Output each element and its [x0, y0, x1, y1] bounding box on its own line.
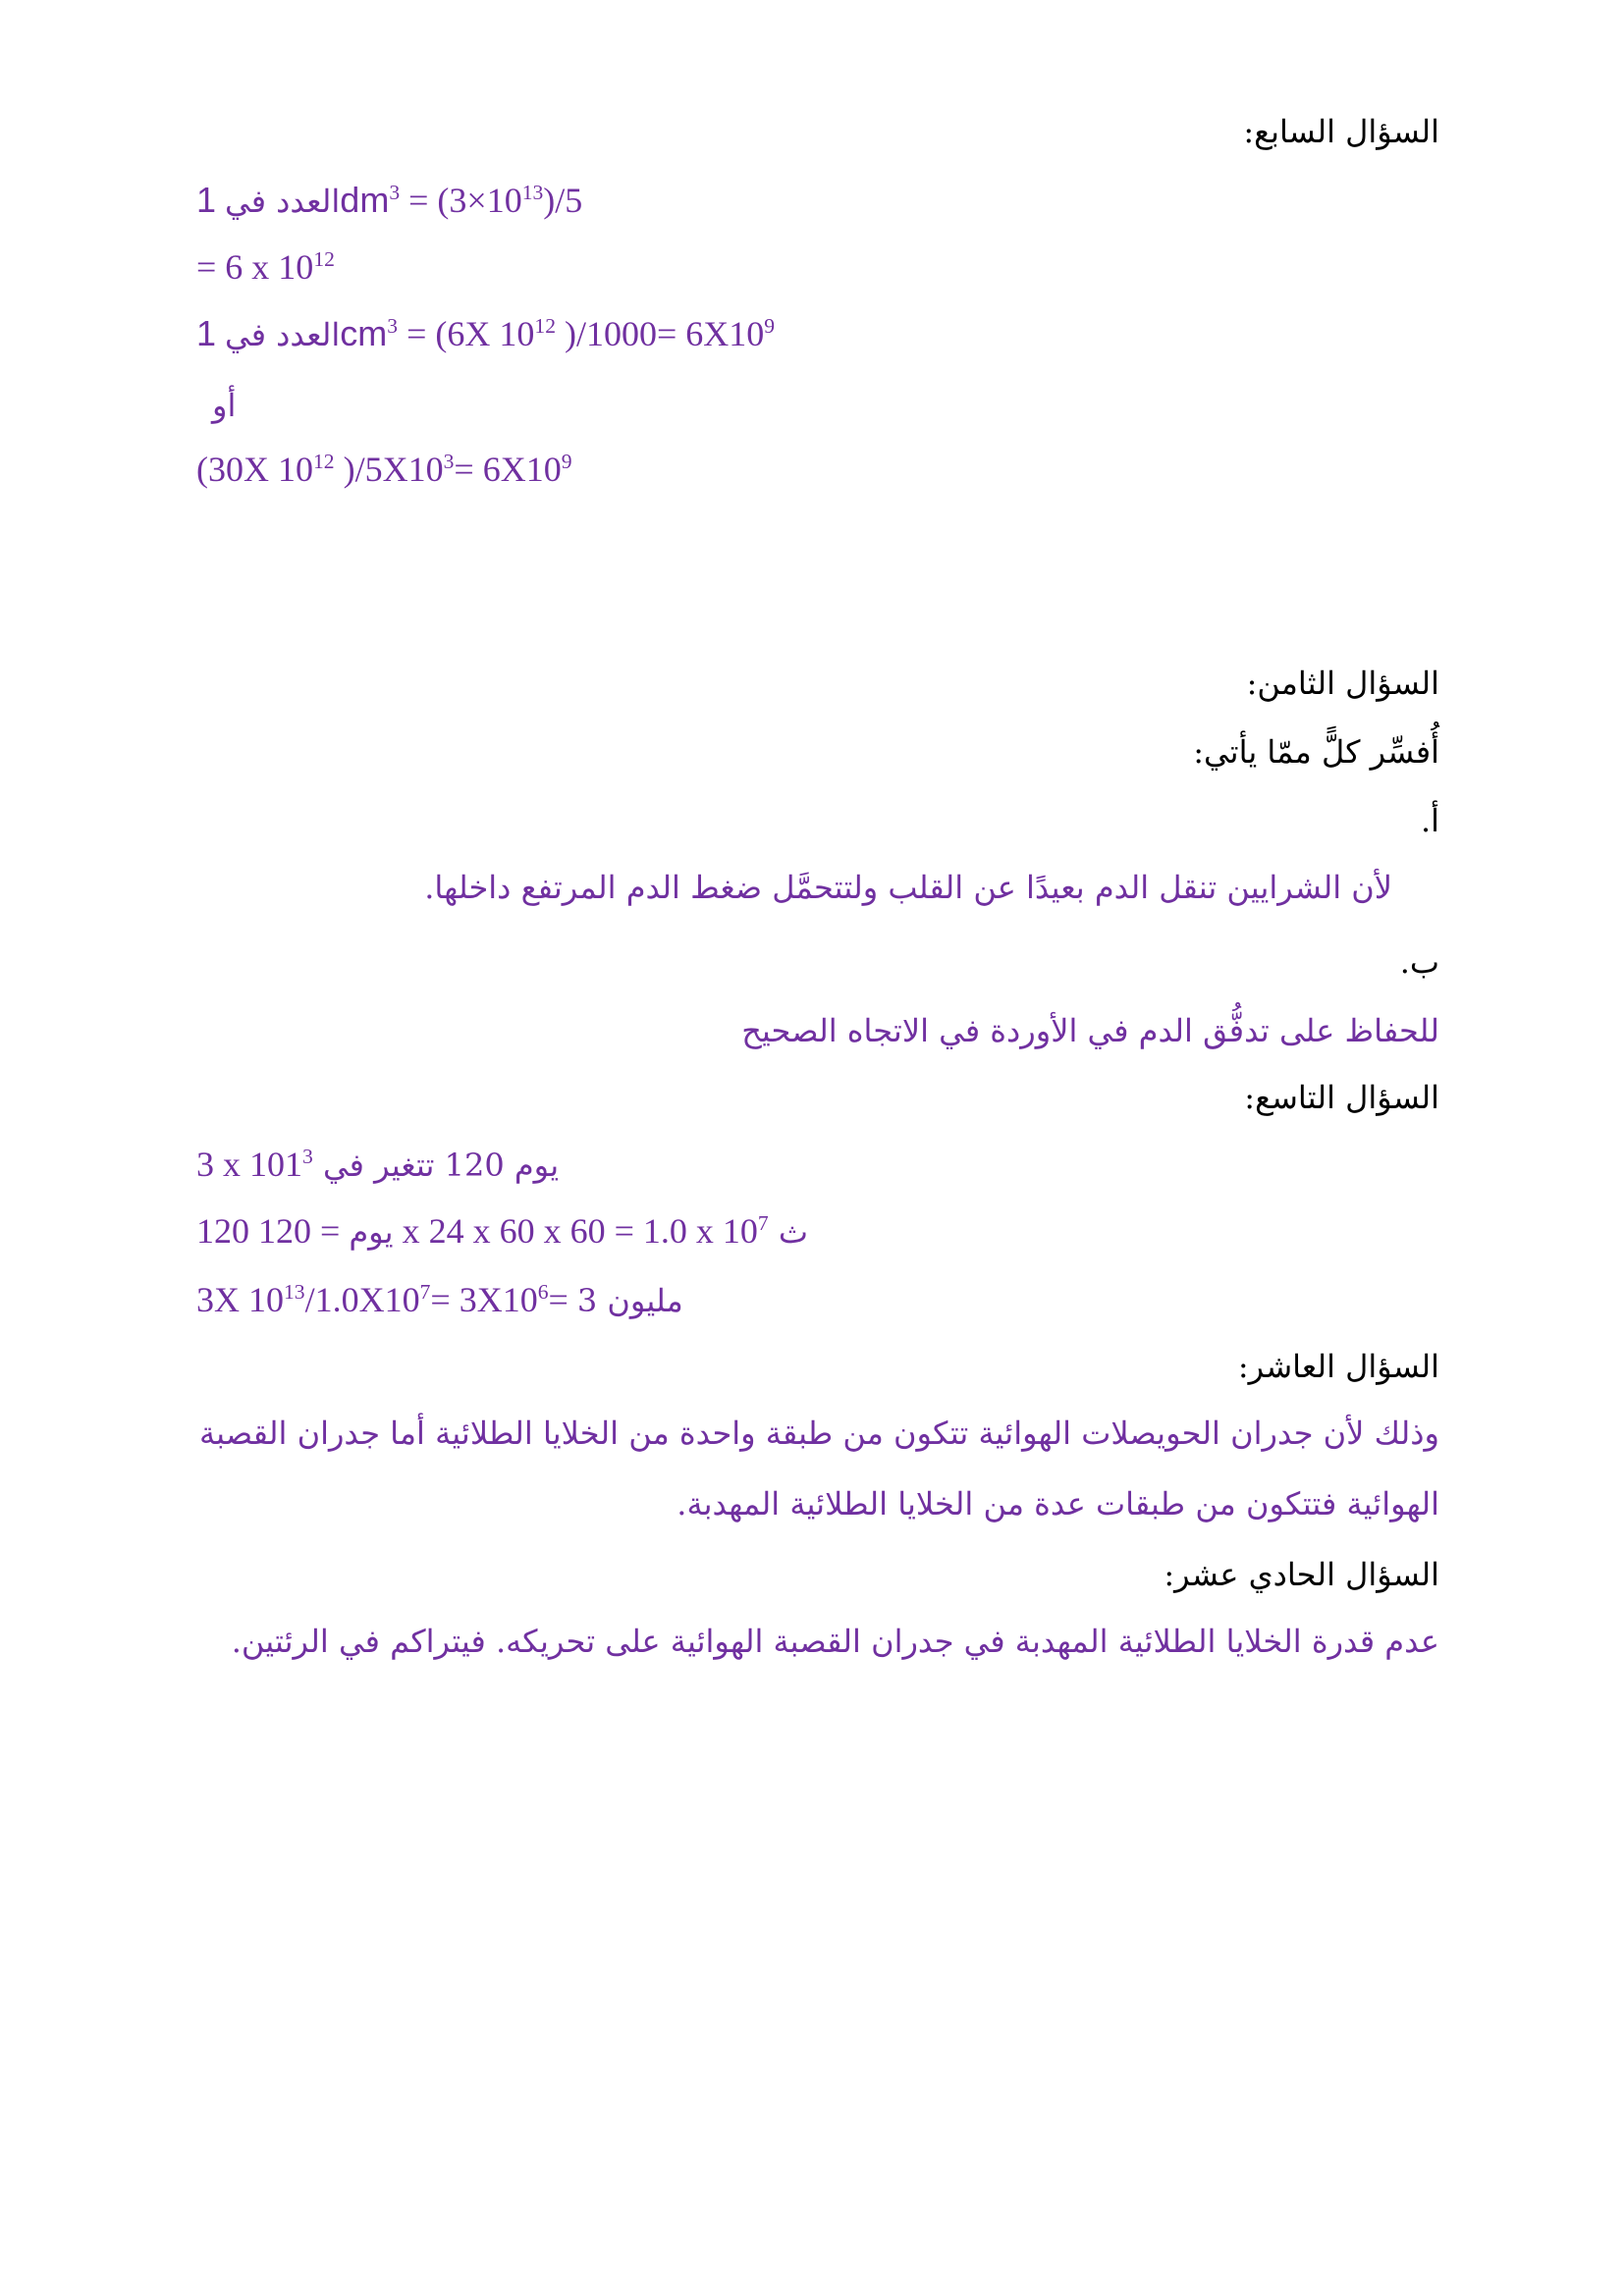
q9-line3-exp3: 6	[537, 1280, 549, 1304]
q7-line3-arabic: العدد في	[225, 316, 341, 353]
q9-line1-exp: 3	[302, 1145, 313, 1168]
q9-line1-start: 3 x 101	[196, 1145, 302, 1184]
q11-heading: السؤال الحادي عشر:	[1164, 1556, 1439, 1593]
q9-line3-end: =	[548, 1280, 577, 1319]
q9-line3-exp: 13	[284, 1280, 305, 1304]
q7-line2-start: = 6 x 10	[196, 247, 314, 287]
q9-line1-arabic: يوم 120 تتغير في	[312, 1147, 560, 1184]
q8-instruction: أُفسِّر كلًّ ممّا يأتي:	[1193, 733, 1439, 771]
q7-line3-unit: 1cm	[196, 313, 388, 353]
q9-line3-mid2: = 3X10	[430, 1280, 538, 1319]
q7-line-5	[196, 450, 572, 489]
q9-line2-seconds: ث	[768, 1213, 808, 1251]
q9-line3-million: 3 مليون	[576, 1282, 683, 1319]
q9-line2-start: 120	[196, 1211, 258, 1251]
q9-line3-start: 3X 10	[196, 1280, 284, 1319]
q9-line-2	[196, 1211, 808, 1252]
q7-line5-exp3: 9	[561, 450, 572, 473]
q10-heading: السؤال العاشر:	[1237, 1348, 1439, 1385]
q8-part-a-answer: لأن الشرايين تنقل الدم بعيدًا عن القلب ولتتحمَّل ضغط الدم المرتفع داخلها.	[424, 869, 1392, 906]
q8-part-b-label: ب.	[1399, 943, 1439, 981]
q7-line1-arabic: العدد في	[225, 183, 341, 220]
q8-heading: السؤال الثامن:	[1246, 665, 1439, 702]
q9-line-1	[196, 1145, 559, 1185]
q8-part-a-label: أ.	[1420, 802, 1439, 839]
q7-line1-exp: 3	[389, 181, 401, 204]
q11-answer: عدم قدرة الخلايا الطلائية المهدبة في جدران القصبة الهوائية على تحريكه. فيتراكم في الرئتين.	[231, 1623, 1439, 1660]
q7-line2-exp: 12	[313, 247, 335, 271]
q9-line3-exp2: 7	[419, 1280, 431, 1304]
q8-part-b-answer: للحفاظ على تدفُّق الدم في الأوردة في الاتجاه الصحيح	[741, 1012, 1439, 1049]
q7-or	[212, 385, 236, 425]
q7-line3-exp3: 9	[764, 314, 776, 338]
q7-line-1	[196, 181, 582, 221]
q7-line-3	[196, 314, 775, 354]
q7-line3-exp: 3	[387, 314, 399, 338]
q7-line1-exp2: 13	[521, 181, 544, 204]
q9-line2-exp: 7	[757, 1211, 769, 1235]
q7-line1-unit: 1dm	[196, 180, 390, 220]
q9-line2-mid: = 120 x 24 x 60 x 60 = 1.0 x 10	[258, 1211, 758, 1251]
q7-line3-mid: )/1000= 6X10	[555, 314, 765, 353]
q7-line1-eq: = (3×10	[400, 181, 522, 220]
q9-line2-day: يوم	[349, 1213, 394, 1251]
q7-line5-exp2: 3	[443, 450, 455, 473]
q9-line3-mid: /1.0X10	[304, 1280, 420, 1319]
q7-line5-mid: )/5X10	[334, 450, 444, 489]
q7-line1-end: )/5	[543, 181, 583, 220]
q9-heading: السؤال التاسع:	[1244, 1079, 1439, 1116]
q7-line3-eq: = (6X 10	[398, 314, 535, 353]
q9-line-3	[196, 1280, 683, 1320]
q10-answer: وذلك لأن جدران الحويصلات الهوائية تتكون من طبقة واحدة من الخلايا الطلائية أما جدران القصبة الهوائية فتتكون من طبقات عدة من الخلايا الطلائية المهدبة.	[199, 1415, 1439, 1522]
q7-or-text: أو	[212, 387, 237, 424]
q7-line5-exp: 12	[313, 450, 335, 473]
q7-line3-exp2: 12	[534, 314, 556, 338]
q7-line5-mid2: = 6X10	[454, 450, 562, 489]
q7-line-2	[196, 247, 335, 287]
q7-heading: السؤال السابع:	[1243, 113, 1439, 150]
q7-line5-start: (30X 10	[196, 450, 313, 489]
